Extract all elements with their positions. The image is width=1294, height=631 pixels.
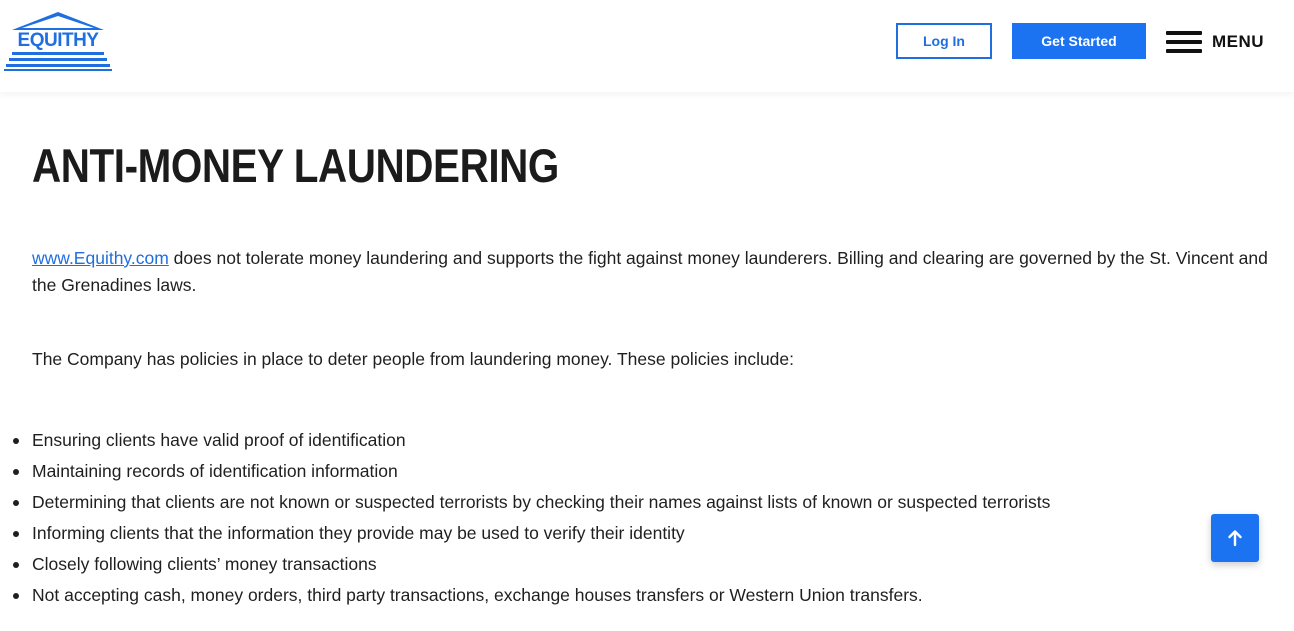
- list-item: Closely following clients’ money transactions: [32, 549, 1182, 580]
- intro-text: does not tolerate money laundering and supports the fight against money launderers. Billing and clearing are governed by the St. Vincent and the Grenadines laws.: [32, 248, 1268, 295]
- list-item: Determining that clients are not known or suspected terrorists by checking their names against lists of known or suspected terrorists: [32, 487, 1182, 518]
- intro-paragraph: [32, 245, 1277, 299]
- list-item: Informing clients that the information they provide may be used to verify their identity: [32, 518, 1182, 549]
- site-header: [0, 0, 1294, 92]
- list-item: Maintaining records of identification information: [32, 456, 1182, 487]
- page-title: ANTI-MONEY LAUNDERING: [32, 139, 559, 192]
- equithy-link[interactable]: www.Equithy.com: [32, 248, 169, 268]
- hamburger-icon: [1166, 31, 1202, 53]
- policies-intro: The Company has policies in place to deter people from laundering money. These policies include:: [32, 349, 795, 369]
- get-started-button[interactable]: Get Started: [1012, 23, 1146, 59]
- logo-text: EQUITHY: [17, 30, 99, 51]
- equithy-logo[interactable]: [4, 10, 112, 74]
- list-item: Not accepting cash, money orders, third party transactions, exchange houses transfers or Western Union transfers.: [32, 580, 1182, 611]
- menu-label: MENU: [1212, 32, 1265, 51]
- scroll-to-top-button[interactable]: [1211, 514, 1259, 562]
- policies-list: [32, 425, 1182, 611]
- list-item: Ensuring clients have valid proof of identification: [32, 425, 1182, 456]
- login-button[interactable]: Log In: [896, 23, 992, 59]
- arrow-up-icon: [1226, 529, 1244, 547]
- menu-button[interactable]: [1166, 28, 1264, 56]
